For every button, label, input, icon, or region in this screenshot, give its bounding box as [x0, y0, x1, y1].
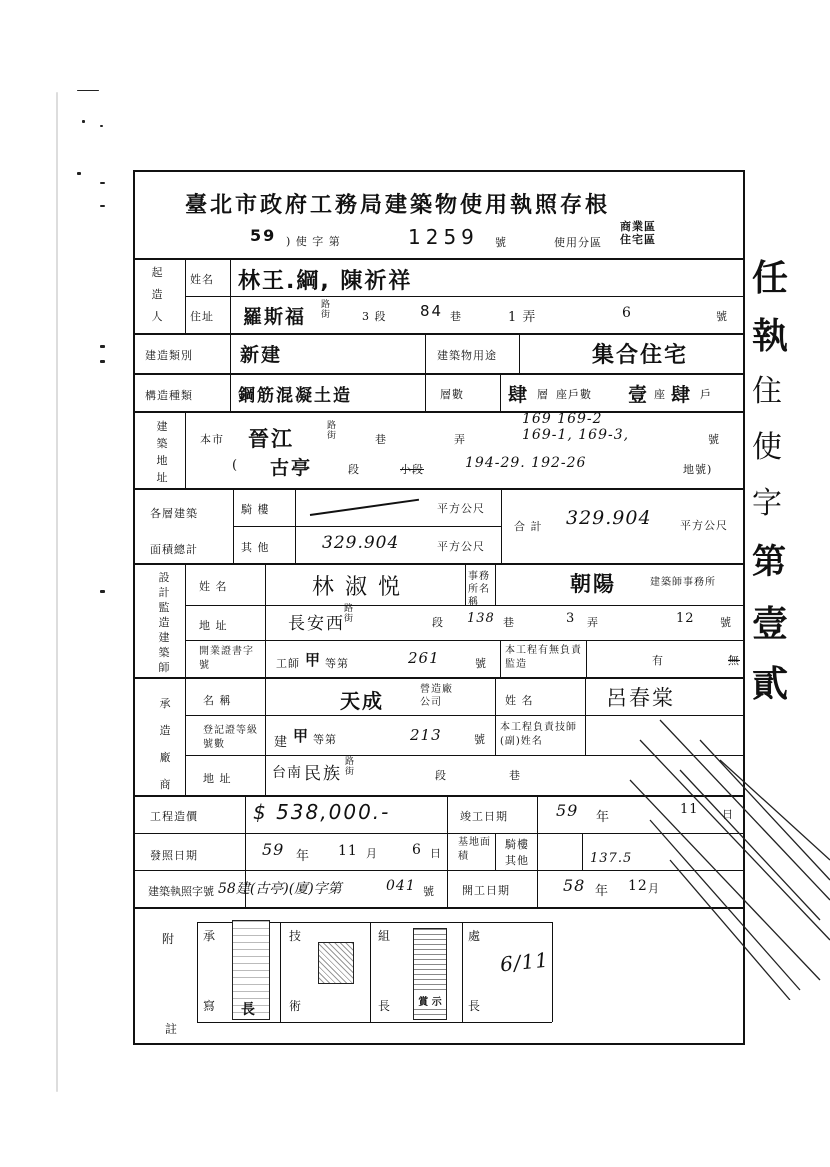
area-unit-2: 平方公尺	[437, 540, 485, 553]
site-numbers-1: 169 169-2	[522, 411, 603, 427]
lane-label: 巷	[450, 310, 462, 323]
remarks-label-fu: 附	[162, 932, 176, 946]
cost-label: 工程造價	[150, 810, 198, 823]
office-name: 朝陽	[570, 572, 616, 596]
start-month: 12	[628, 878, 648, 894]
register-prefix: 建	[274, 735, 289, 750]
contractor-name: 天成	[340, 689, 384, 713]
page-title: 臺北市政府工務局建築物使用執照存根	[185, 192, 611, 218]
households-unit: 戶	[700, 388, 712, 401]
remarks-label-zhu: 註	[165, 1022, 179, 1036]
arcade-label: 騎 樓	[241, 503, 270, 516]
start-label: 開工日期	[462, 884, 510, 897]
designer-lane-label: 巷	[503, 616, 515, 629]
designer-lane: 138	[467, 611, 495, 626]
designer-number: 12	[676, 611, 695, 626]
margin-mark	[77, 90, 99, 91]
issue-day-label: 日	[430, 847, 442, 860]
contractor-name-label: 名 稱	[203, 694, 232, 707]
license-prefix: 工師	[276, 657, 300, 670]
floors-unit: 層	[537, 388, 549, 401]
use-value: 集合住宅	[592, 343, 689, 368]
completion-day-label: 日	[722, 808, 734, 821]
designer-address-label: 地 址	[199, 619, 228, 632]
contractor-type: 營造廠 公司	[420, 684, 453, 708]
site-area-value: 137.5	[590, 851, 633, 866]
road-suffix: 路 街	[321, 300, 332, 320]
issue-month-label: 月	[366, 847, 378, 860]
other-label: 其 他	[241, 541, 270, 554]
structure-value: 鋼筋混凝土造	[238, 386, 352, 406]
start-year-label: 年	[595, 884, 610, 899]
designer-section-label: 設計監造建築師	[158, 571, 170, 674]
use-label: 建築物用途	[437, 349, 497, 362]
category-label: 建造類別	[145, 349, 193, 362]
units-label: 座戶數	[556, 388, 592, 401]
contractor-road: 民族	[304, 764, 342, 784]
contractor-address-label: 地 址	[203, 772, 232, 785]
supervise-value: 有	[652, 654, 664, 667]
site-city-label: 本市	[200, 433, 224, 446]
contractor-section-label-2: 段	[435, 769, 447, 782]
license-mid: 等第	[325, 657, 349, 670]
start-month-label: 月	[648, 882, 660, 895]
floors-value: 肆	[508, 384, 530, 406]
zone-value: 商業區 住宅區	[620, 220, 656, 246]
col3-top: 組	[378, 929, 392, 943]
site-road-suffix: 路 街	[327, 421, 338, 441]
issue-day: 6	[412, 842, 422, 858]
site-lots: 194-29. 192-26	[465, 455, 587, 471]
structure-label: 構造種類	[145, 389, 193, 402]
site-section-label: 建築地址	[156, 420, 168, 484]
col4-top: 處	[468, 929, 482, 943]
total-value: 329.904	[566, 507, 652, 529]
area-unit-1: 平方公尺	[437, 502, 485, 515]
register-suffix: 號	[474, 733, 486, 746]
rule	[133, 258, 745, 260]
number-label: 號	[716, 310, 728, 323]
designer-name-label: 姓 名	[199, 580, 228, 593]
site-sub-label: 小段	[400, 463, 424, 476]
supervise-none: 無	[728, 654, 740, 667]
right-margin-glyphs: 任 執 住 使 字 第 壹 貳	[752, 258, 791, 705]
issue-year: 59	[262, 840, 285, 859]
total-label: 合 計	[514, 520, 543, 533]
contractor-section-label: 承造廠商	[159, 697, 171, 791]
site-lane-label: 巷	[375, 433, 387, 446]
diagonal-hatch-stain	[620, 700, 830, 1000]
completion-day: 11	[680, 802, 699, 817]
applicant-number: 6	[622, 305, 632, 321]
col1-top: 承	[203, 929, 217, 943]
contractor-lane-label: 巷	[509, 769, 521, 782]
applicant-name: 林王.綱, 陳祈祥	[238, 269, 413, 294]
site-alley-label: 弄	[454, 433, 466, 446]
contractor-road-prefix: 台南	[272, 765, 302, 781]
person-name: 呂春棠	[606, 686, 675, 710]
other-value: 329.904	[322, 533, 400, 553]
issue-label: 發照日期	[150, 849, 198, 862]
license-grade: 甲	[305, 651, 323, 669]
area-label-2: 面積總計	[150, 543, 198, 556]
issue-arcade-label: 騎樓	[505, 838, 529, 851]
zone-label: 使用分區	[554, 236, 602, 249]
license-no: 261	[408, 649, 440, 667]
total-unit: 平方公尺	[680, 519, 728, 532]
page-edge-shadow	[56, 92, 58, 1092]
contractor-road-suffix: 路 街	[345, 757, 356, 777]
office-suffix: 建築師事務所	[650, 577, 716, 588]
designer-alley: 3	[566, 611, 576, 626]
permit-number: 1259	[408, 225, 479, 249]
applicant-name-label: 姓名	[190, 273, 214, 286]
number-suffix: 號	[495, 236, 507, 249]
year-prefix: 59	[250, 226, 277, 245]
completion-year-label: 年	[596, 810, 611, 825]
site-area-label: 基地面積	[458, 837, 491, 862]
designer-road-suffix: 路 街	[344, 604, 355, 624]
site-paren-open: (	[232, 458, 239, 473]
handwritten-date: 6/11	[498, 947, 551, 977]
prefix-label: ) 使 字 第	[286, 235, 341, 248]
applicant-road: 羅斯福	[243, 306, 307, 328]
site-district-label: 段	[348, 463, 360, 476]
area-label-1: 各層建築	[150, 507, 198, 520]
col4-bottom: 長	[468, 999, 482, 1013]
start-year: 58	[563, 876, 586, 895]
seal-stamp-1: 長	[232, 920, 270, 1020]
license-label: 開業證書字號	[199, 646, 254, 671]
designer-road: 長安西	[288, 614, 345, 634]
applicant-section-no: 3 段	[362, 310, 387, 323]
applicant-lane: 84	[420, 302, 444, 320]
register-no: 213	[410, 726, 442, 744]
designer-section-label-2: 段	[432, 616, 444, 629]
designer-number-label: 號	[720, 616, 732, 629]
floors-label: 層數	[440, 388, 464, 401]
office-label: 事務所名稱	[468, 571, 490, 608]
col3-bottom: 長	[378, 999, 392, 1013]
permit-label: 建築執照字號	[148, 885, 214, 898]
register-mid: 等第	[313, 733, 337, 746]
seal-stamp-3: 賞 示	[413, 928, 447, 1020]
designer-alley-label: 弄	[587, 616, 599, 629]
category-value: 新建	[240, 344, 283, 366]
households-value: 肆	[671, 384, 693, 406]
seal-stamp-2	[318, 942, 354, 984]
site-road: 晉江	[248, 427, 294, 451]
issue-other-label: 其他	[505, 854, 529, 867]
seats-value: 壹	[628, 384, 650, 406]
site-number-label: 號	[708, 433, 720, 446]
tech-label: 本工程負責技師(副)姓名	[500, 722, 577, 747]
site-numbers-2: 169-1, 169-3,	[522, 427, 630, 443]
applicant-alley: 1 弄	[508, 310, 537, 325]
license-suffix: 號	[475, 657, 487, 670]
issue-year-label: 年	[296, 849, 311, 864]
col2-bottom: 術	[289, 999, 303, 1013]
applicant-section-label: 起造人	[151, 266, 163, 323]
site-district: 古亭	[270, 457, 313, 479]
seats-unit: 座	[654, 388, 666, 401]
permit-number-label: 號	[423, 885, 435, 898]
col2-top: 技	[289, 929, 303, 943]
register-grade: 甲	[293, 727, 311, 745]
completion-year: 59	[556, 801, 579, 820]
supervise-label: 本工程有無負責監造	[505, 645, 582, 670]
cost-value: $ 538,000.-	[253, 800, 391, 824]
col1-bottom: 寫	[203, 999, 217, 1013]
completion-label: 竣工日期	[460, 810, 508, 823]
permit-value: 58建(古亭)(廈)字第	[218, 881, 342, 897]
site-lot-label: 地號)	[683, 463, 713, 476]
issue-month: 11	[338, 843, 358, 859]
person-label: 姓 名	[505, 694, 534, 707]
permit-number-value: 041	[386, 878, 416, 894]
designer-name: 林 淑 悦	[312, 575, 402, 600]
applicant-address-label: 住址	[190, 310, 214, 323]
register-label: 登記證等級號數	[203, 725, 258, 750]
